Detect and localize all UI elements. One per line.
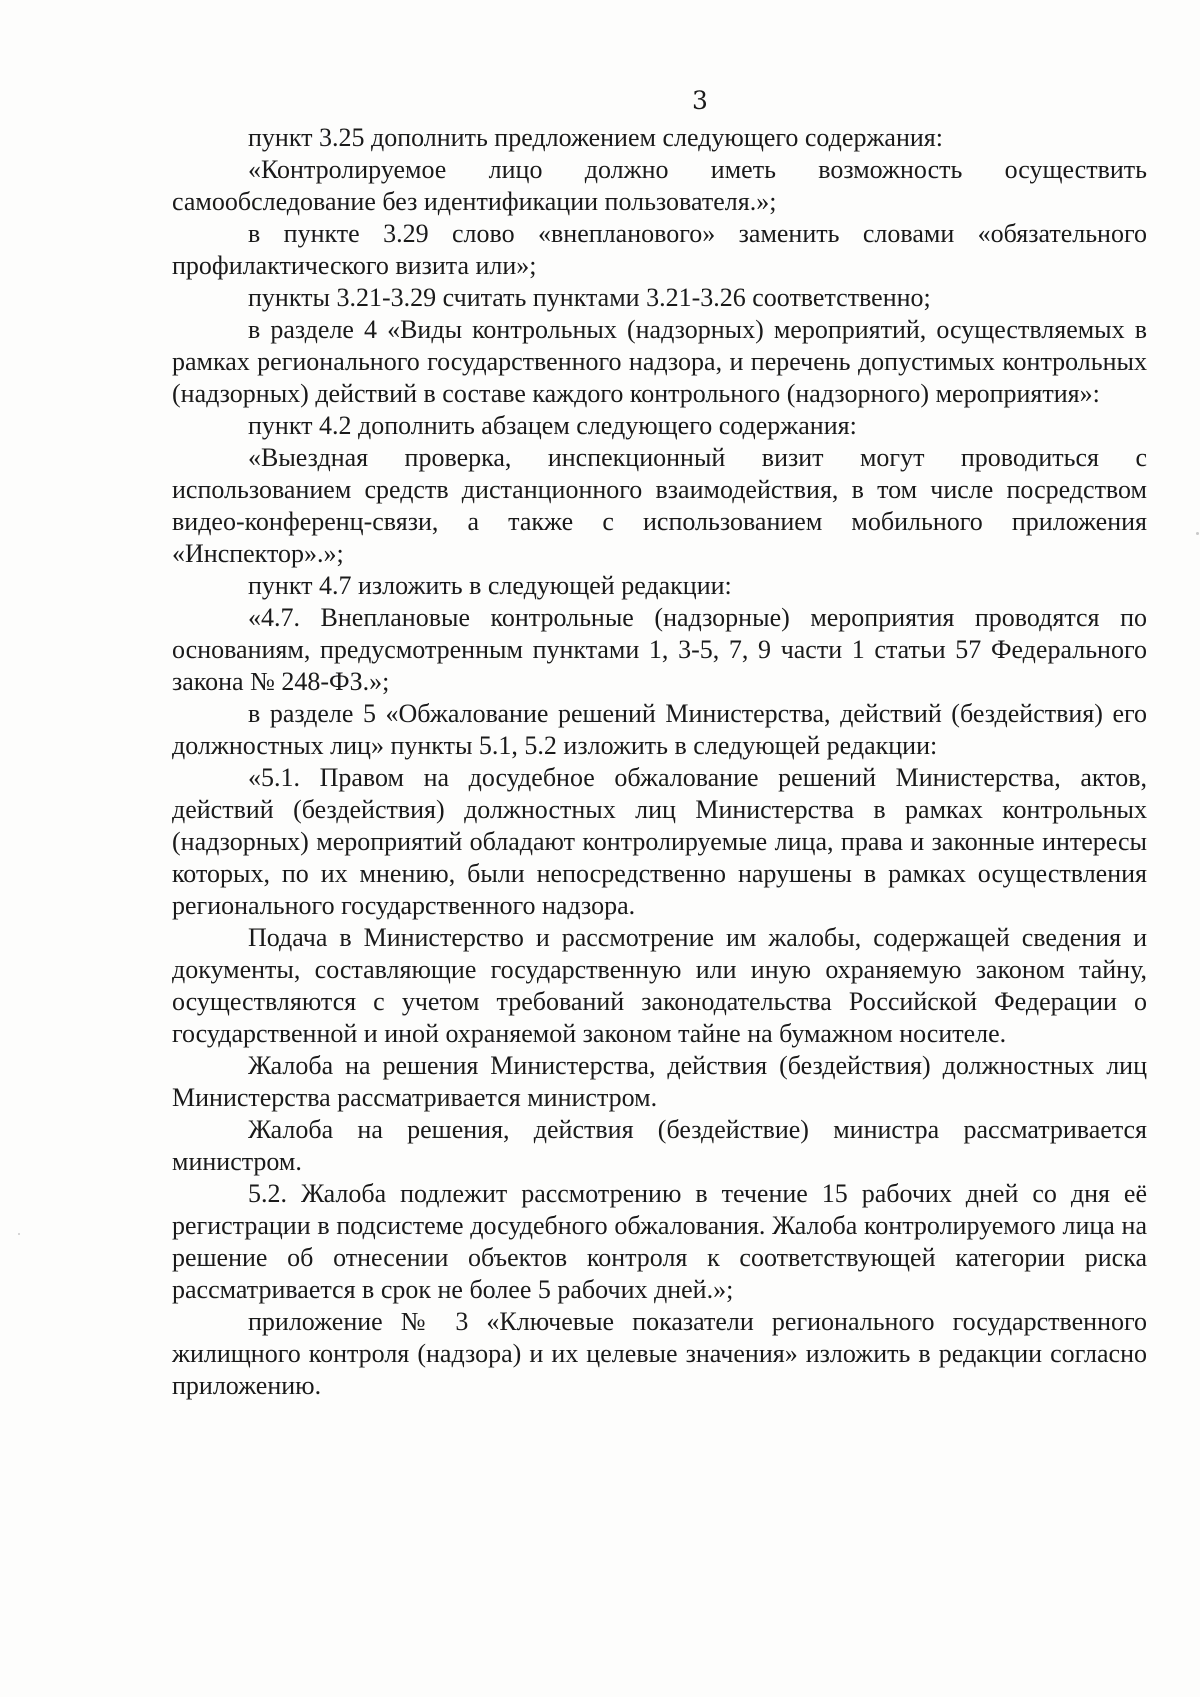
page-number: 3 [692,86,708,115]
paragraph: пункт 4.2 дополнить абзацем следующего содержания: [248,411,857,440]
document-body [172,122,1147,1402]
paragraph: пункт 3.25 дополнить предложением следующего содержания: [248,123,943,152]
paragraph: «4.7. Внеплановые контрольные (надзорные) мероприятия проводятся по основаниям, предусмотренным пунктами 1, 3-5, 7, 9 части 1 статьи 57 Федерального закона № 248-ФЗ.»; [172,603,1147,696]
paragraph: в разделе 5 «Обжалование решений Министерства, действий (бездействия) его должностных лиц» пункты 5.1, 5.2 изложить в следующей редакции: [172,699,1147,760]
paragraph: «Контролируемое лицо должно иметь возможность осуществить самообследование без идентификации пользователя.»; [172,155,1147,216]
paragraph: Жалоба на решения Министерства, действия (бездействия) должностных лиц Министерства рассматривается министром. [172,1051,1147,1112]
paragraph: пункт 4.7 изложить в следующей редакции: [248,571,732,600]
paragraph: 5.2. Жалоба подлежит рассмотрению в течение 15 рабочих дней со дня её регистрации в подсистеме досудебного обжалования. Жалоба контролируемого лица на решение об отнесении объектов контроля к соответствующей категории риска рассматривается в срок не более 5 рабочих дней.»; [172,1179,1147,1304]
paragraph: Подача в Министерство и рассмотрение им жалобы, содержащей сведения и документы, составляющие государственную или иную охраняемую законом тайну, осуществляются с учетом требований законодательства Российской Федерации о государственной и иной охраняемой законом тайне на бумажном носителе. [172,923,1147,1048]
scan-speck [1196,532,1199,535]
paragraph: пункты 3.21-3.29 считать пунктами 3.21-3.26 соответственно; [248,283,931,312]
paragraph: «5.1. Правом на досудебное обжалование решений Министерства, актов, действий (бездействия) должностных лиц Министерства в рамках контрольных (надзорных) мероприятий обладают контролируемые лица, права и законные интересы которых, по их мнению, были непосредственно нарушены в рамках осуществления регионального государственного надзора. [172,763,1147,920]
paragraph: Жалоба на решения, действия (бездействие) министра рассматривается министром. [172,1115,1147,1176]
scan-speck [18,1233,20,1235]
paragraph: «Выездная проверка, инспекционный визит могут проводиться с использованием средств дистанционного взаимодействия, в том числе посредством видео-конференц-связи, а также с использованием мобильного приложения «Инспектор».»; [172,443,1147,568]
paragraph: приложение № 3 «Ключевые показатели регионального государственного жилищного контроля (надзора) и их целевые значения» изложить в редакции согласно приложению. [172,1307,1147,1400]
paragraph: в пункте 3.29 слово «внепланового» заменить словами «обязательного профилактического визита или»; [172,219,1147,280]
paragraph: в разделе 4 «Виды контрольных (надзорных) мероприятий, осуществляемых в рамках регионального государственного надзора, и перечень допустимых контрольных (надзорных) действий в составе каждого контрольного (надзорного) мероприятия»: [172,315,1147,408]
